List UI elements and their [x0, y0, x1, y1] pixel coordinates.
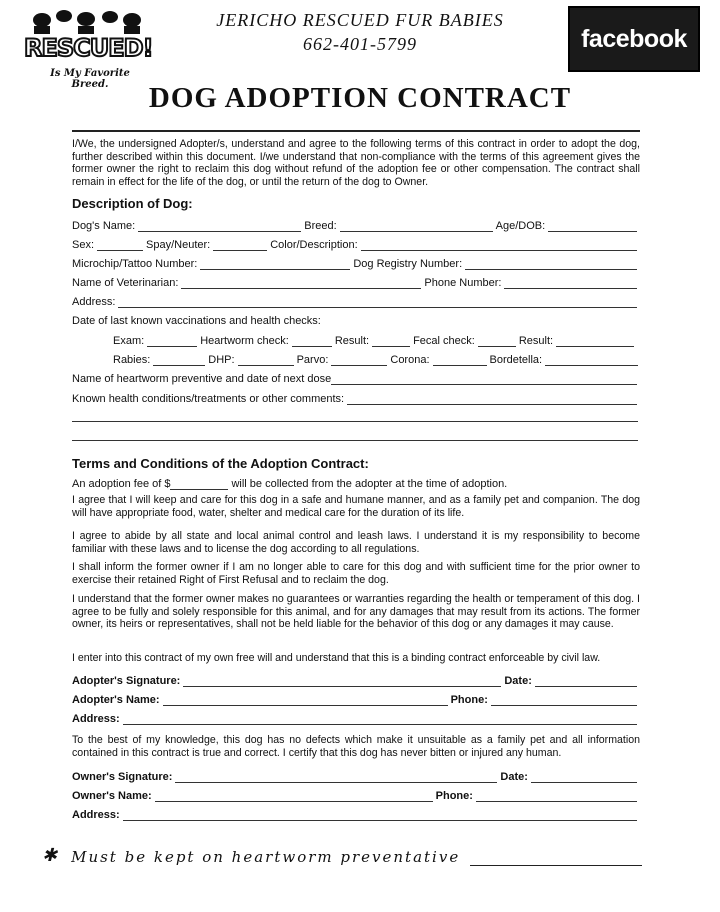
label-spay-neuter: Spay/Neuter: — [146, 239, 211, 251]
breed-field[interactable] — [340, 220, 493, 232]
label-fee-post: will be collected from the adopter at the time of adoption. — [231, 478, 508, 490]
adoption-fee-field[interactable] — [170, 478, 228, 490]
rabies-field[interactable] — [153, 354, 205, 366]
logo-tagline: Is My Favorite Breed. — [50, 68, 130, 90]
row-owner-name — [72, 786, 640, 802]
vaccination-intro — [72, 311, 640, 327]
adopter-address-field[interactable] — [123, 713, 637, 725]
org-name: JERICHO RESCUED FUR BABIES — [216, 10, 504, 30]
adopter-phone-field[interactable] — [491, 694, 637, 706]
row-exam — [113, 331, 637, 347]
handwritten-note-line — [470, 851, 642, 866]
dogs-name-field[interactable] — [138, 220, 301, 232]
vet-phone-field[interactable] — [504, 277, 637, 289]
age-dob-field[interactable] — [548, 220, 637, 232]
row-sex — [72, 235, 640, 251]
terms-paragraph-5: I enter into this contract of my own free will and understand that this is a binding contract enforceable by civil law. — [72, 652, 601, 664]
row-owner-signature — [72, 767, 640, 783]
intro-paragraph: I/We, the undersigned Adopter/s, understand and agree to the following terms of this contract in order to adopt the dog, further described within this document. I/we understand that non-compliance with the terms of this agreement gives the former owner the right to reclaim this dog without refund of the adoption fee or other compensation. The contract shall remain in effect for the life of the dog, or until the return of the dog to Owner. — [72, 138, 640, 188]
label-fee-pre: An adoption fee of $ — [72, 478, 171, 490]
label-owner-address: Address: — [72, 809, 120, 821]
label-owner-signature: Owner's Signature: — [72, 771, 173, 783]
row-vet-address — [72, 292, 640, 308]
label-heartworm-preventive: Name of heartworm preventive and date of next dose — [72, 373, 332, 385]
heartworm-result-field[interactable] — [372, 335, 410, 347]
vet-name-field[interactable] — [181, 277, 421, 289]
label-corona: Corona: — [390, 354, 430, 366]
label-age-dob: Age/DOB: — [495, 220, 546, 232]
row-vet — [72, 273, 640, 289]
adopter-name-field[interactable] — [163, 694, 448, 706]
row-adopter-name — [72, 690, 640, 706]
description-heading: Description of Dog: — [72, 196, 193, 211]
label-heartworm-check: Heartworm check: — [200, 335, 289, 347]
org-phone: 662-401-5799 — [303, 34, 417, 54]
row-rabies — [113, 350, 641, 366]
owner-statement: To the best of my knowledge, this dog has no defects which make it unsuitable as a family pet and all information contained in this contract is true and correct. I certify that this dog has never bitten or injured any human. — [72, 734, 640, 759]
label-dhp: DHP: — [208, 354, 235, 366]
label-adopter-phone: Phone: — [450, 694, 488, 706]
label-known-health: Known health conditions/treatments or other comments: — [72, 393, 345, 405]
row-heartworm-preventive — [72, 369, 640, 385]
label-rabies: Rabies: — [113, 354, 151, 366]
label-vet-address: Address: — [72, 296, 116, 308]
label-registry: Dog Registry Number: — [353, 258, 463, 270]
color-field[interactable] — [361, 239, 637, 251]
fecal-result-field[interactable] — [556, 335, 634, 347]
org-header — [170, 8, 550, 56]
row-known-health — [72, 389, 640, 405]
sex-field[interactable] — [97, 239, 143, 251]
terms-paragraph-4: I understand that the former owner makes no guarantees or warranties regarding the health or temperament of this dog. I agree to be fully and solely responsible for this animal, and for any damages that may result from its actions. The former owner, its heirs or representatives, shall not be held liable for the behavior of this dog or any damages it may cause. — [72, 593, 640, 631]
label-breed: Breed: — [304, 220, 337, 232]
handwritten-note — [42, 832, 642, 866]
title-rule — [72, 130, 640, 132]
label-result-2: Result: — [518, 335, 554, 347]
asterisk-icon: ✱ — [42, 845, 60, 866]
corona-field[interactable] — [433, 354, 487, 366]
terms-paragraph-3: I shall inform the former owner if I am no longer able to care for this dog and with sufficient time for the prior owner to exercise their retained Right of First Refusal and to reclaim the dog. — [72, 561, 640, 586]
known-health-field[interactable] — [347, 393, 637, 405]
label-owner-name: Owner's Name: — [72, 790, 152, 802]
label-owner-phone: Phone: — [435, 790, 473, 802]
label-parvo: Parvo: — [296, 354, 329, 366]
owner-phone-field[interactable] — [476, 790, 637, 802]
spay-neuter-field[interactable] — [213, 239, 267, 251]
page-title: DOG ADOPTION CONTRACT — [148, 82, 572, 114]
microchip-field[interactable] — [200, 258, 350, 270]
label-adopter-signature: Adopter's Signature: — [72, 675, 181, 687]
vaccination-intro-text: Date of last known vaccinations and health checks: — [72, 315, 321, 327]
row-dog-name — [72, 216, 640, 232]
comments-line-2[interactable] — [72, 440, 638, 441]
label-vet-name: Name of Veterinarian: — [72, 277, 179, 289]
label-color: Color/Description: — [270, 239, 358, 251]
terms-paragraph-2: I agree to abide by all state and local animal control and leash laws. I understand it is my responsibility to become familiar with these laws and to license the dog according to all regulations. — [72, 530, 640, 555]
dhp-field[interactable] — [238, 354, 294, 366]
fecal-field[interactable] — [478, 335, 516, 347]
label-bordetella: Bordetella: — [489, 354, 543, 366]
terms-heading: Terms and Conditions of the Adoption Contract: — [72, 456, 369, 471]
owner-signature-field[interactable] — [175, 771, 497, 783]
parvo-field[interactable] — [331, 354, 387, 366]
handwritten-note-text: Must be kept on heartworm preventative — [71, 848, 461, 866]
label-owner-date: Date: — [500, 771, 528, 783]
label-fecal: Fecal check: — [413, 335, 475, 347]
label-adopter-address: Address: — [72, 713, 120, 725]
logo-main-text: RESCUED! — [24, 34, 153, 62]
terms-paragraph-1: I agree that I will keep and care for this dog in a safe and humane manner, and as a family pet and companion. The dog will have appropriate food, water, shelter and medical care for the duration of its life. — [72, 494, 640, 519]
comments-line-1[interactable] — [72, 421, 638, 422]
owner-date-field[interactable] — [531, 771, 637, 783]
row-microchip — [72, 254, 640, 270]
owner-name-field[interactable] — [155, 790, 433, 802]
row-adoption-fee — [72, 474, 640, 490]
owner-address-field[interactable] — [123, 809, 637, 821]
vet-address-field[interactable] — [118, 296, 637, 308]
row-owner-address — [72, 805, 640, 821]
rescued-logo — [22, 6, 152, 88]
exam-field[interactable] — [147, 335, 197, 347]
heartworm-preventive-field[interactable] — [331, 373, 637, 385]
row-adopter-address — [72, 709, 640, 725]
label-result-1: Result: — [334, 335, 370, 347]
heartworm-check-field[interactable] — [292, 335, 332, 347]
label-vet-phone: Phone Number: — [424, 277, 502, 289]
facebook-logo: facebook — [568, 6, 700, 72]
label-sex: Sex: — [72, 239, 95, 251]
adopter-date-field[interactable] — [535, 675, 637, 687]
bordetella-field[interactable] — [545, 354, 638, 366]
adopter-signature-field[interactable] — [183, 675, 501, 687]
label-exam: Exam: — [113, 335, 145, 347]
label-dogs-name: Dog's Name: — [72, 220, 136, 232]
label-microchip: Microchip/Tattoo Number: — [72, 258, 198, 270]
registry-field[interactable] — [465, 258, 637, 270]
row-adopter-signature — [72, 671, 640, 687]
label-adopter-date: Date: — [504, 675, 532, 687]
label-adopter-name: Adopter's Name: — [72, 694, 160, 706]
